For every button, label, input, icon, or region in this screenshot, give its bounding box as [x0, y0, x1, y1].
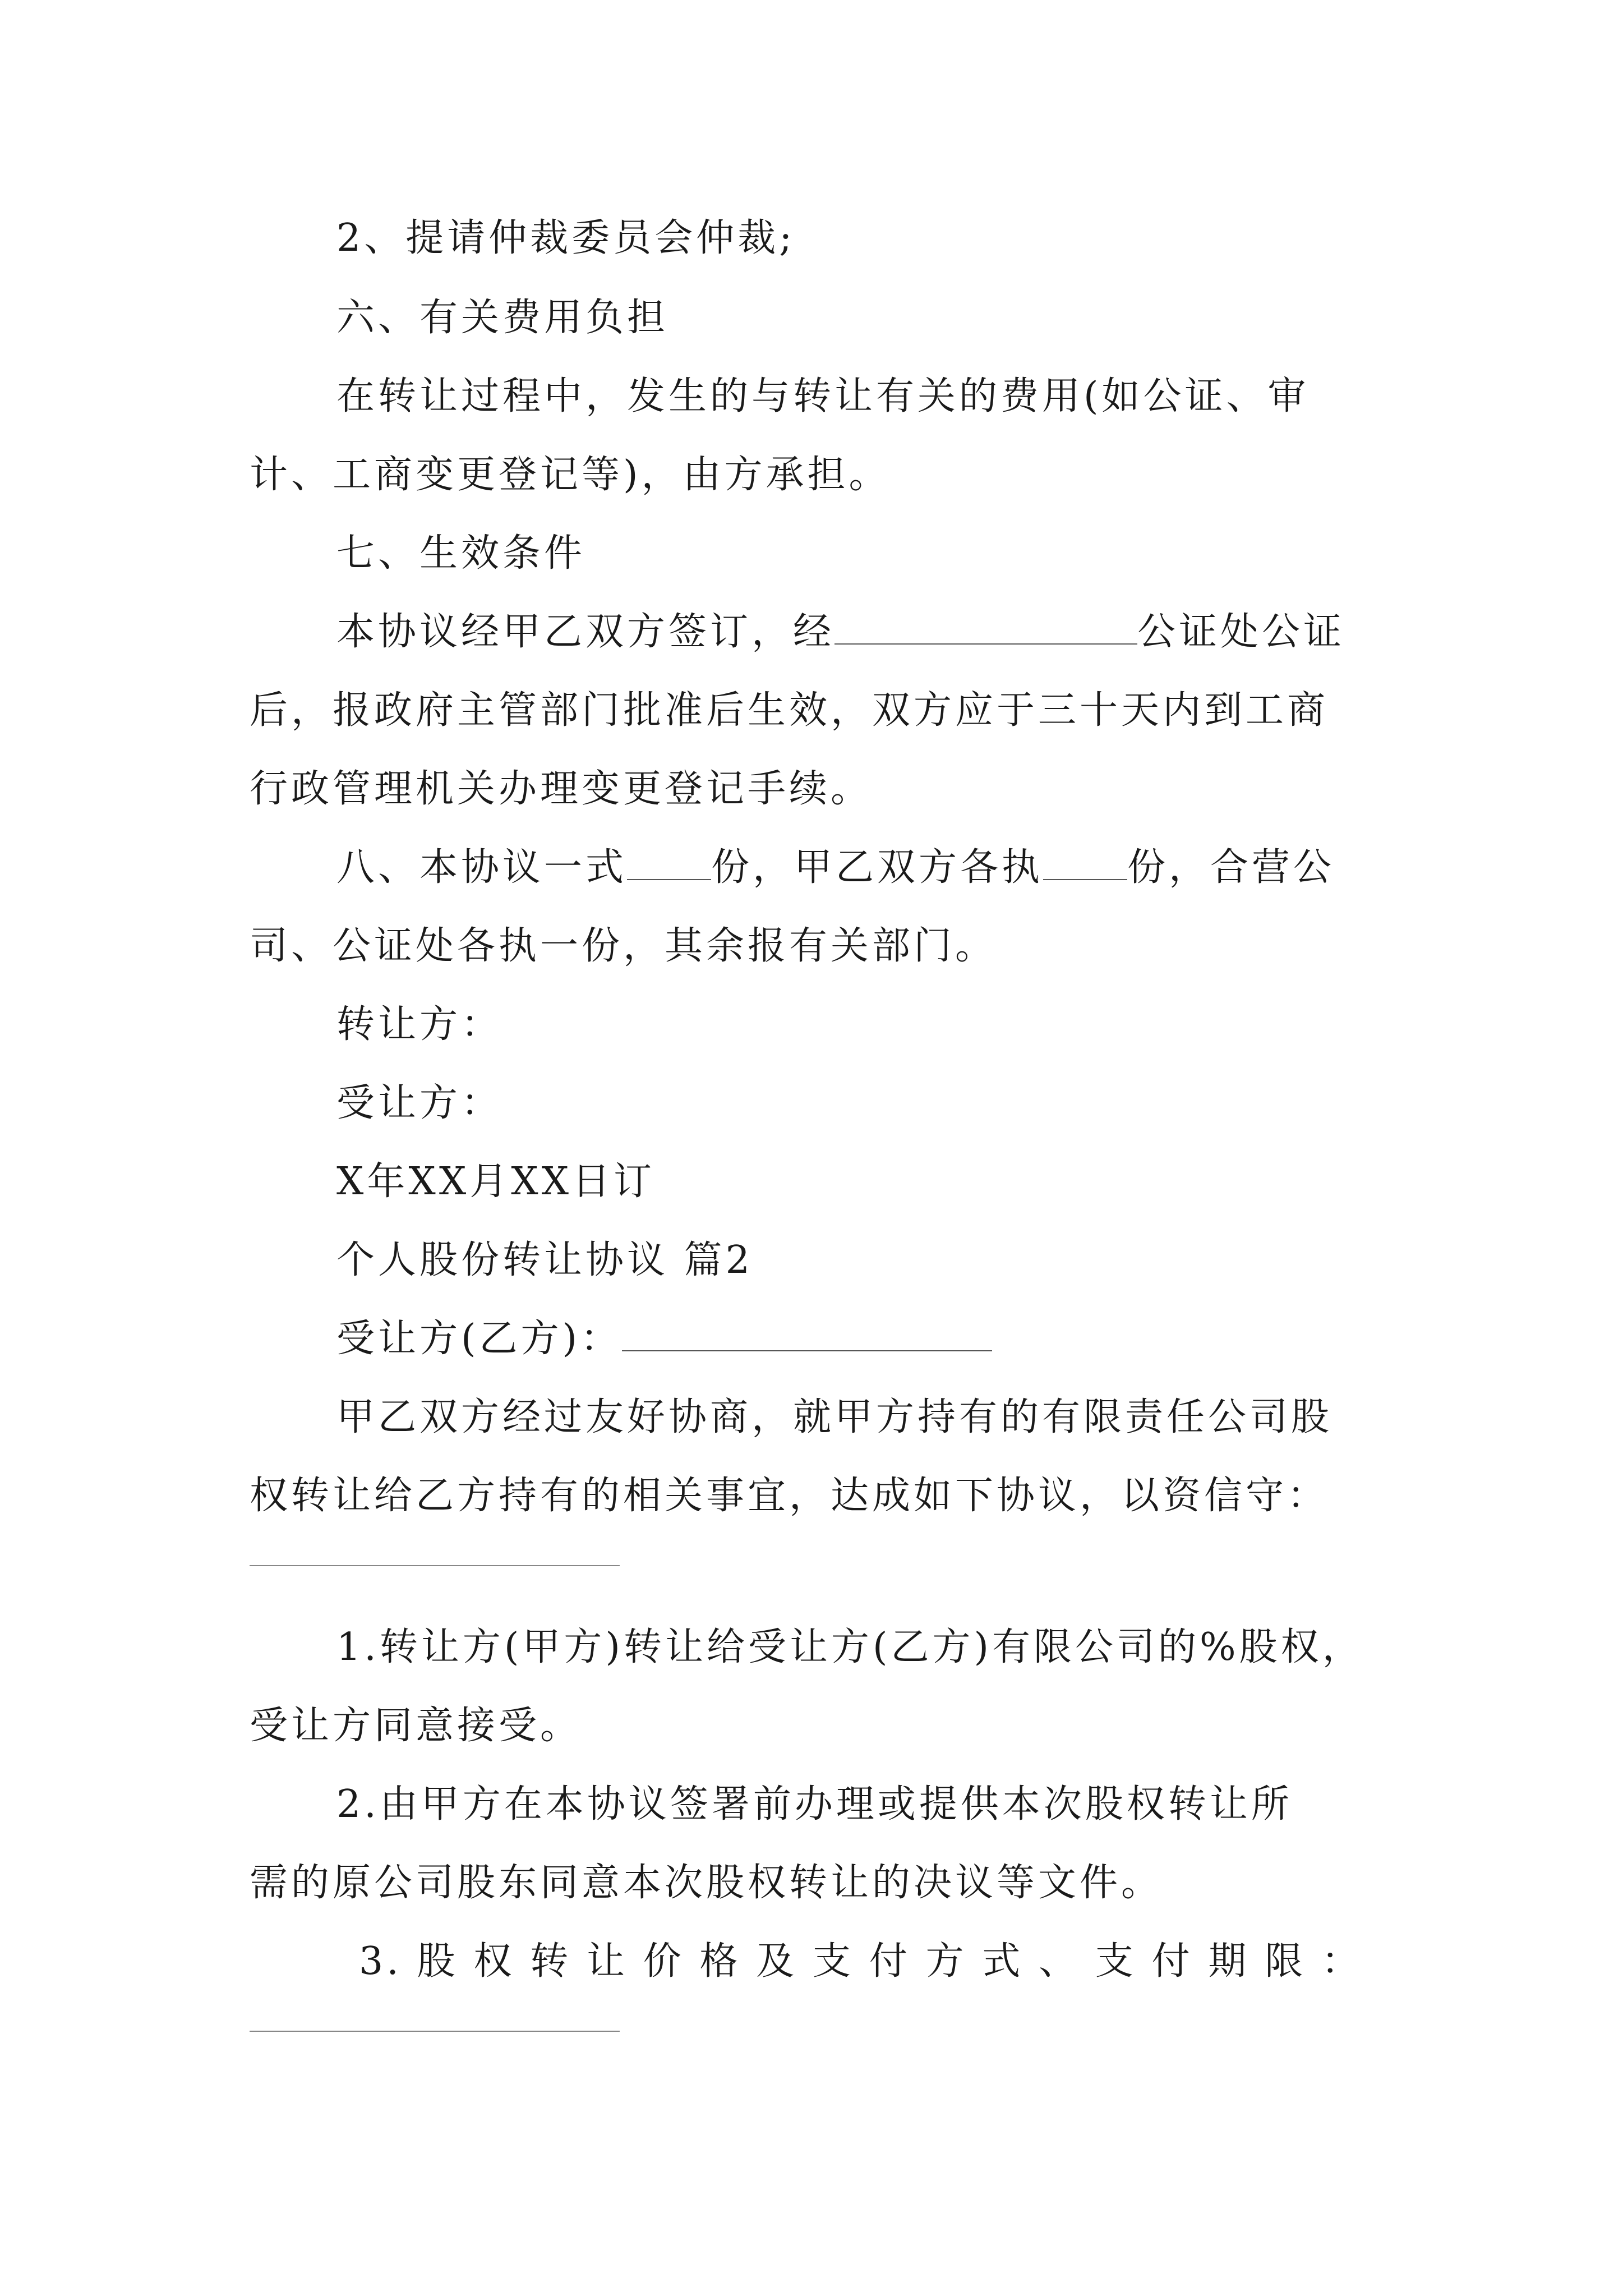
paragraph-costs-line2: 计、工商变更登记等)，由方承担。: [250, 453, 891, 497]
transferor-signature-label: 转让方：: [336, 1002, 503, 1047]
clause-3-text: 3.股权转让价格及支付方式、支付期限：: [359, 1939, 1363, 1984]
agreement-title-part2: 个人股份转让协议 篇2: [336, 1238, 753, 1282]
paragraph-preamble-line2: 权转让给乙方持有的相关事宜，达成如下协议，以资信守：: [250, 1474, 1329, 1518]
transferee-signature-label: 受让方：: [336, 1081, 503, 1125]
copies-text-3: 份，合营公: [1127, 845, 1335, 890]
signing-date: X年XX月XX日订: [336, 1159, 656, 1204]
paragraph-preamble-line1: 甲乙双方经过友好协商，就甲方持有的有限责任公司股: [336, 1395, 1333, 1439]
clause-1-line2: 受让方同意接受。: [250, 1704, 582, 1748]
copies-text-1: 八、本协议一式: [336, 845, 628, 890]
effect-text-after-blank: 公证处公证: [1137, 610, 1345, 654]
paragraph-effect-line1: [336, 607, 1345, 657]
effect-text-before-blank: 本协议经甲乙双方签订，经: [336, 610, 835, 654]
clause-1-line1: 1.转让方(甲方)转让给受让方(乙方)有限公司的%股权，: [336, 1625, 1364, 1669]
paragraph-copies-line2: 司、公证处各执一份，其余报有关部门。: [250, 924, 997, 968]
blank-rule-1[interactable]: [250, 1565, 620, 1566]
blank-rule-2[interactable]: [250, 2031, 620, 2032]
transferee-party-label: 受让方(乙方)：: [336, 1317, 623, 1361]
clause-2-line1: 2.由甲方在本协议签署前办理或提供本次股权转让所: [336, 1782, 1293, 1826]
clause-2-line2: 需的原公司股东同意本次股权转让的决议等文件。: [250, 1861, 1163, 1905]
clause-arbitration: 2、提请仲裁委员会仲裁;: [336, 216, 796, 260]
clause-3-line1: [359, 1936, 1363, 1987]
notary-office-blank[interactable]: [834, 610, 1137, 645]
copies-text-2: 份，甲乙双方各执: [711, 845, 1044, 890]
transferee-party-line: [336, 1314, 992, 1364]
each-party-copies-blank[interactable]: [1043, 845, 1127, 880]
section-heading-effect: 七、生效条件: [336, 531, 586, 576]
paragraph-costs-line1: 在转让过程中，发生的与转让有关的费用(如公证、审: [336, 374, 1310, 418]
paragraph-copies-line1: [336, 843, 1335, 893]
paragraph-effect-line3: 行政管理机关办理变更登记手续。: [250, 767, 873, 811]
section-heading-costs: 六、有关费用负担: [336, 296, 669, 340]
transferee-name-blank[interactable]: [622, 1317, 992, 1351]
paragraph-effect-line2: 后，报政府主管部门批准后生效，双方应于三十天内到工商: [250, 688, 1329, 733]
total-copies-blank[interactable]: [627, 845, 711, 880]
